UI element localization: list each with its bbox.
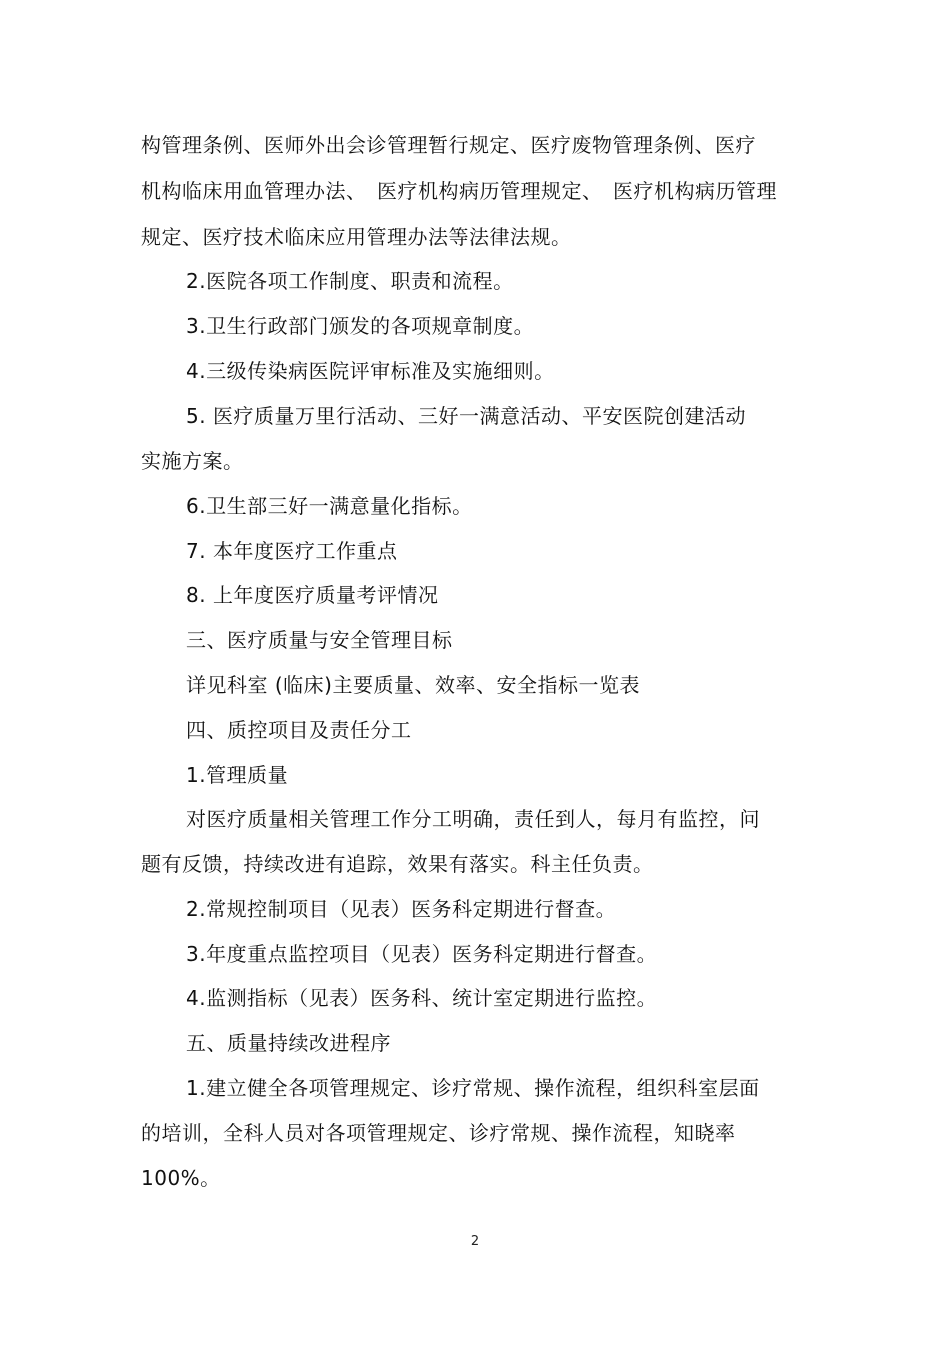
section-heading: 四、质控项目及责任分工 [186,718,412,742]
list-item: 7. 本年度医疗工作重点 [186,539,398,563]
text-line: 详见科室 (临床)主要质量、效率、安全指标一览表 [186,673,640,697]
text-line: 规定、医疗技术临床应用管理办法等法律法规。 [141,225,572,249]
list-item: 2.常规控制项目（见表）医务科定期进行督查。 [186,897,617,921]
list-item: 3.卫生行政部门颁发的各项规章制度。 [186,314,535,338]
list-item: 1.管理质量 [186,763,289,787]
list-item: 4.监测指标（见表）医务科、统计室定期进行监控。 [186,986,658,1010]
list-item: 1.建立健全各项管理规定、诊疗常规、操作流程，组织科室层面 [186,1076,760,1100]
text-line: 构管理条例、医师外出会诊管理暂行规定、医疗废物管理条例、医疗 [141,133,756,157]
list-item: 3.年度重点监控项目（见表）医务科定期进行督查。 [186,942,658,966]
text-line: 100%。 [141,1166,221,1190]
list-item: 6.卫生部三好一满意量化指标。 [186,494,473,518]
section-heading: 五、质量持续改进程序 [186,1031,391,1055]
text-line: 实施方案。 [141,449,244,473]
text-line: 的培训，全科人员对各项管理规定、诊疗常规、操作流程，知晓率 [141,1121,736,1145]
list-item: 2.医院各项工作制度、职责和流程。 [186,269,514,293]
text-line: 对医疗质量相关管理工作分工明确，责任到人，每月有监控，问 [186,807,760,831]
section-heading: 三、医疗质量与安全管理目标 [186,628,453,652]
text-line: 题有反馈，持续改进有追踪，效果有落实。科主任负责。 [141,852,654,876]
list-item: 5. 医疗质量万里行活动、三好一满意活动、平安医院创建活动 [186,404,746,428]
list-item: 4.三级传染病医院评审标准及实施细则。 [186,359,555,383]
text-line: 机构临床用血管理办法、 医疗机构病历管理规定、 医疗机构病历管理 [141,179,777,203]
page-number: 2 [470,1234,480,1249]
list-item: 8. 上年度医疗质量考评情况 [186,583,439,607]
